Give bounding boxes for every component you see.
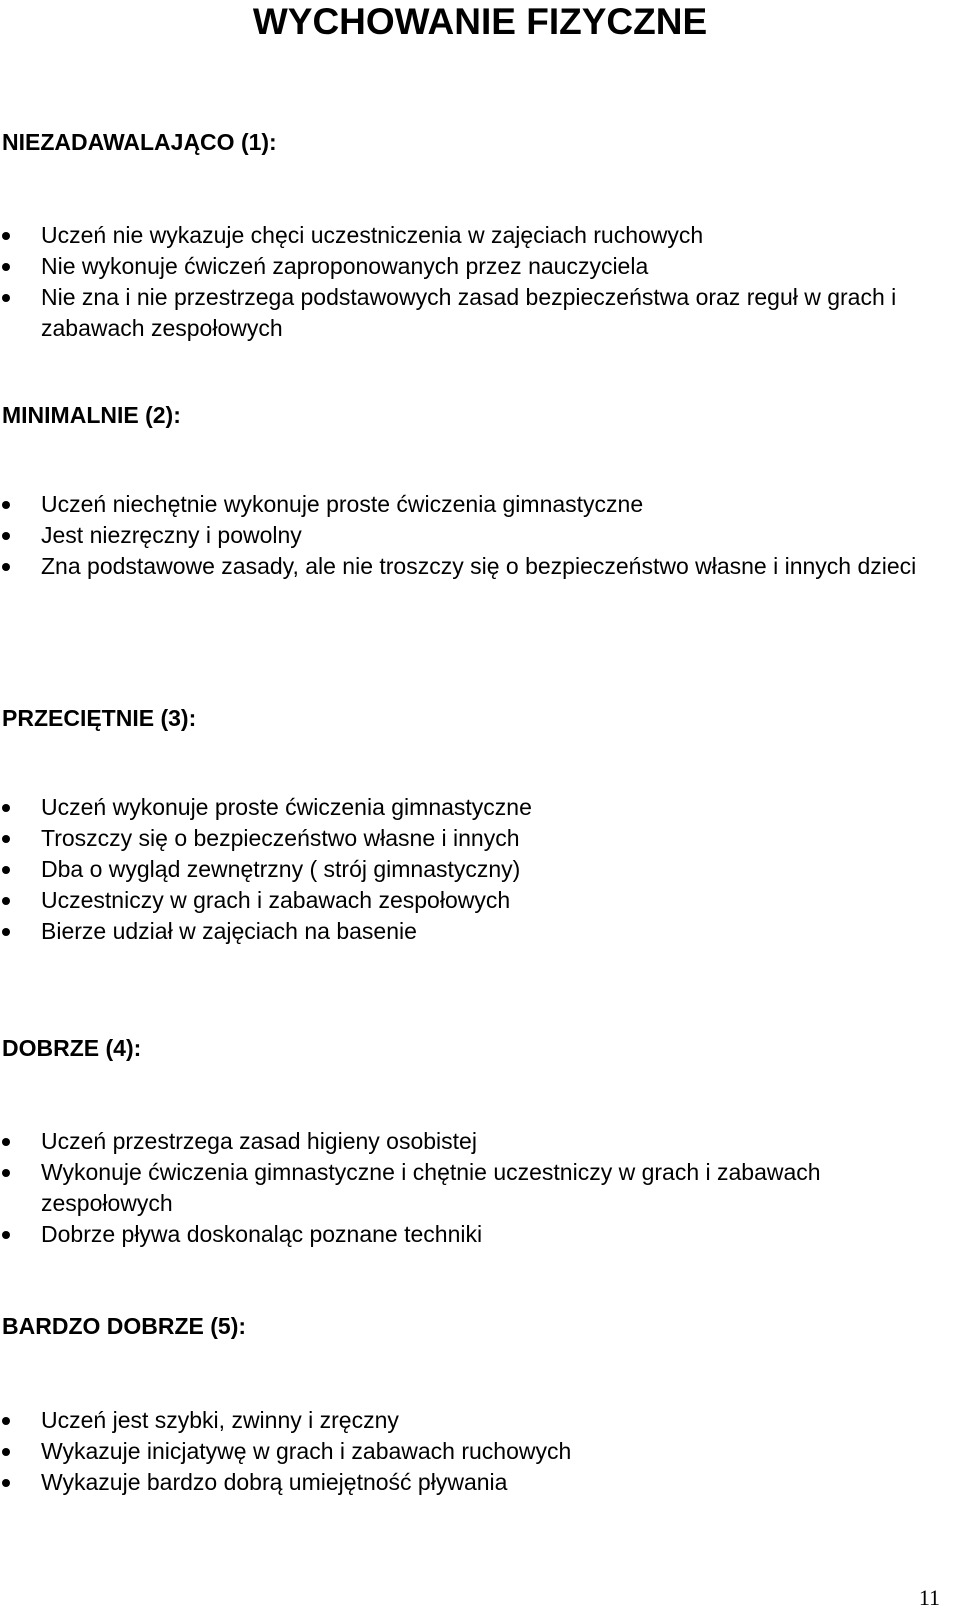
list-item xyxy=(0,282,945,344)
list-item-text: Nie zna i nie przestrzega podstawowych zasad bezpieczeństwa oraz reguł w grach i zabawach zespołowych xyxy=(41,284,897,341)
bullet-icon xyxy=(2,232,10,240)
bullet-list-przecietnie xyxy=(0,792,945,947)
bullet-icon xyxy=(2,835,10,843)
list-item-text: Wykazuje inicjatywę w grach i zabawach ruchowych xyxy=(41,1438,572,1464)
bullet-icon xyxy=(2,1169,10,1177)
bullet-list-dobrze xyxy=(0,1126,945,1250)
bullet-icon xyxy=(2,1231,10,1239)
list-item-text: Jest niezręczny i powolny xyxy=(41,522,302,548)
bullet-icon xyxy=(2,1138,10,1146)
bullet-list-niezadawalajaco xyxy=(0,220,945,344)
list-item-text: Dobrze pływa doskonaląc poznane techniki xyxy=(41,1221,483,1247)
list-item-text: Uczeń nie wykazuje chęci uczestniczenia w zajęciach ruchowych xyxy=(41,222,704,248)
list-item xyxy=(0,1126,945,1157)
bullet-icon xyxy=(2,532,10,540)
list-item xyxy=(0,220,945,251)
list-item-text: Wykazuje bardzo dobrą umiejętność pływania xyxy=(41,1469,508,1495)
bullet-icon xyxy=(2,263,10,271)
list-item-text: Dba o wygląd zewnętrzny ( strój gimnastyczny) xyxy=(41,856,521,882)
bullet-icon xyxy=(2,563,10,571)
bullet-icon xyxy=(2,897,10,905)
page-title: WYCHOWANIE FIZYCZNE xyxy=(252,1,708,42)
list-item-text: Wykonuje ćwiczenia gimnastyczne i chętnie uczestniczy w grach i zabawach zespołowych xyxy=(41,1159,821,1216)
list-item xyxy=(0,885,945,916)
list-item xyxy=(0,1405,945,1436)
list-item xyxy=(0,854,945,885)
section-heading-minimalnie: MINIMALNIE (2): xyxy=(2,402,181,428)
bullet-icon xyxy=(2,1448,10,1456)
bullet-list-minimalnie xyxy=(0,489,945,582)
list-item xyxy=(0,1157,945,1219)
list-item-text: Bierze udział w zajęciach na basenie xyxy=(41,918,417,944)
list-item xyxy=(0,489,945,520)
bullet-icon xyxy=(2,866,10,874)
list-item xyxy=(0,792,945,823)
list-item-text: Uczeń przestrzega zasad higieny osobistej xyxy=(41,1128,477,1154)
page-number: 11 xyxy=(918,1585,940,1610)
bullet-icon xyxy=(2,804,10,812)
bullet-icon xyxy=(2,501,10,509)
list-item xyxy=(0,1219,945,1250)
list-item-text: Uczeń niechętnie wykonuje proste ćwiczenia gimnastyczne xyxy=(41,491,644,517)
list-item-text: Uczeń wykonuje proste ćwiczenia gimnastyczne xyxy=(41,794,532,820)
section-heading-niezadawalajaco: NIEZADAWALAJĄCO (1): xyxy=(2,129,277,155)
list-item xyxy=(0,823,945,854)
list-item xyxy=(0,916,945,947)
bullet-icon xyxy=(2,1417,10,1425)
list-item xyxy=(0,551,945,582)
list-item xyxy=(0,1436,945,1467)
list-item xyxy=(0,251,945,282)
list-item-text: Uczestniczy w grach i zabawach zespołowych xyxy=(41,887,511,913)
list-item-text: Zna podstawowe zasady, ale nie troszczy się o bezpieczeństwo własne i innych dzieci xyxy=(41,553,917,579)
bullet-icon xyxy=(2,1479,10,1487)
list-item xyxy=(0,520,945,551)
list-item-text: Troszczy się o bezpieczeństwo własne i innych xyxy=(41,825,520,851)
list-item-text: Uczeń jest szybki, zwinny i zręczny xyxy=(41,1407,399,1433)
section-heading-bardzo-dobrze: BARDZO DOBRZE (5): xyxy=(2,1313,247,1339)
bullet-icon xyxy=(2,294,10,302)
section-heading-dobrze: DOBRZE (4): xyxy=(2,1035,142,1061)
list-item xyxy=(0,1467,945,1498)
bullet-list-bardzo-dobrze xyxy=(0,1405,945,1498)
section-heading-przecietnie: PRZECIĘTNIE (3): xyxy=(2,705,197,731)
bullet-icon xyxy=(2,928,10,936)
list-item-text: Nie wykonuje ćwiczeń zaproponowanych przez nauczyciela xyxy=(41,253,649,279)
